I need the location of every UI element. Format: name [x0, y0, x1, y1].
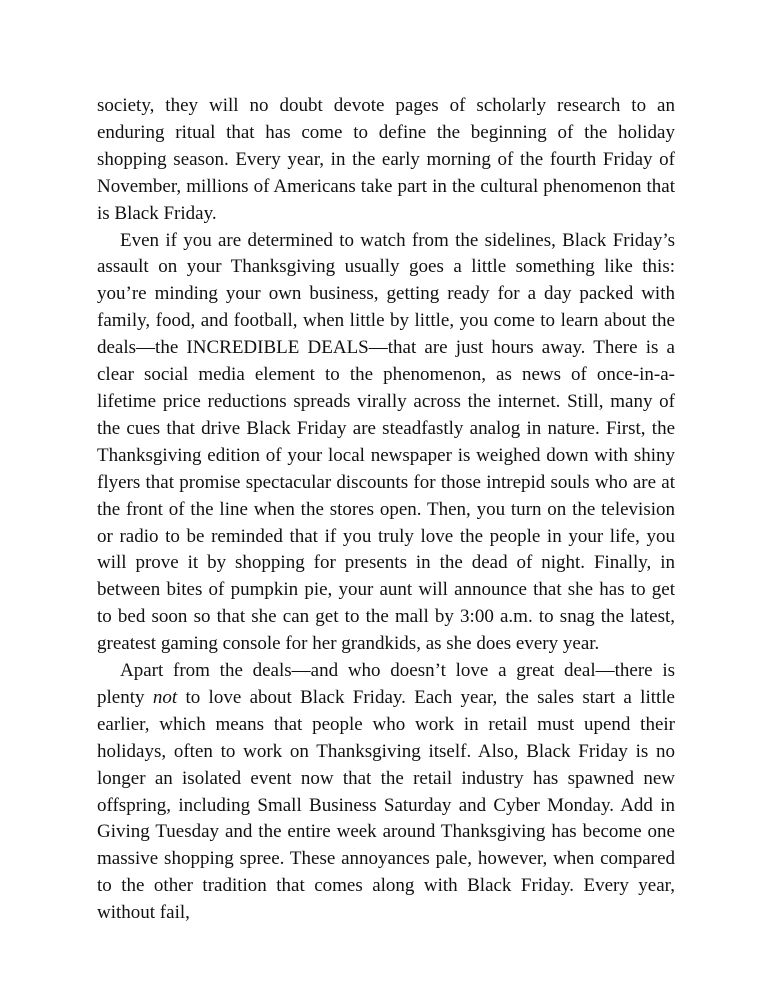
paragraph-2: Even if you are determined to watch from the sidelines, Black Friday’s assault on your Thanksgiving usually goes a little something like this: you’re minding your own business, getting ready for a day packed with family, food, and football, when little by little, you come to learn about the deals—the INCREDIBLE DEALS—that are just hours away. There is a clear social media element to the phenomenon, as news of once-in-a-lifetime price reductions spreads virally across the internet. Still, many of the cues that drive Black Friday are steadfastly analog in nature. First, the Thanksgiving edition of your local newspaper is weighed down with shiny flyers that promise spectacular discounts for those intrepid souls who are at the front of the line when the stores open. Then, you turn on the television or radio to be reminded that if you truly love the people in your life, you will prove it by shopping for presents in the dead of night. Finally, in between bites of pumpkin pie, your aunt will announce that she has to get to bed soon so that she can get to the mall by 3:00 a.m. to snag the latest, greatest gaming console for her grandkids, as she does every year. — [97, 229, 675, 655]
paragraph-3-lead: Apart from the deals—and who doesn’t love a great deal—there is plenty — [97, 660, 675, 708]
paragraph-3-emphasis: not — [152, 686, 178, 708]
document-page — [97, 93, 675, 927]
paragraph-1: society, they will no doubt devote pages of scholarly research to an enduring ritual that has come to define the beginning of the holiday shopping season. Every year, in the early morning of the fourth Friday of November, millions of Americans take part in the cultural phenomenon that is Black Friday. — [97, 95, 675, 224]
paragraph-3-body: to love about Black Friday. Each year, the sales start a little earlier, which means that people who work in retail must upend their holidays, often to work on Thanksgiving itself. Also, Black Friday is no longer an isolated event now that the retail industry has spawned new offspring, including Small Business Saturday and Cyber Monday. Add in Giving Tuesday and the entire week around Thanksgiving has become one massive shopping spree. These annoyances pale, however, when compared to the other tradition that comes along with Black Friday. Every year, without fail, — [97, 686, 675, 924]
paragraph-3 — [97, 658, 675, 927]
